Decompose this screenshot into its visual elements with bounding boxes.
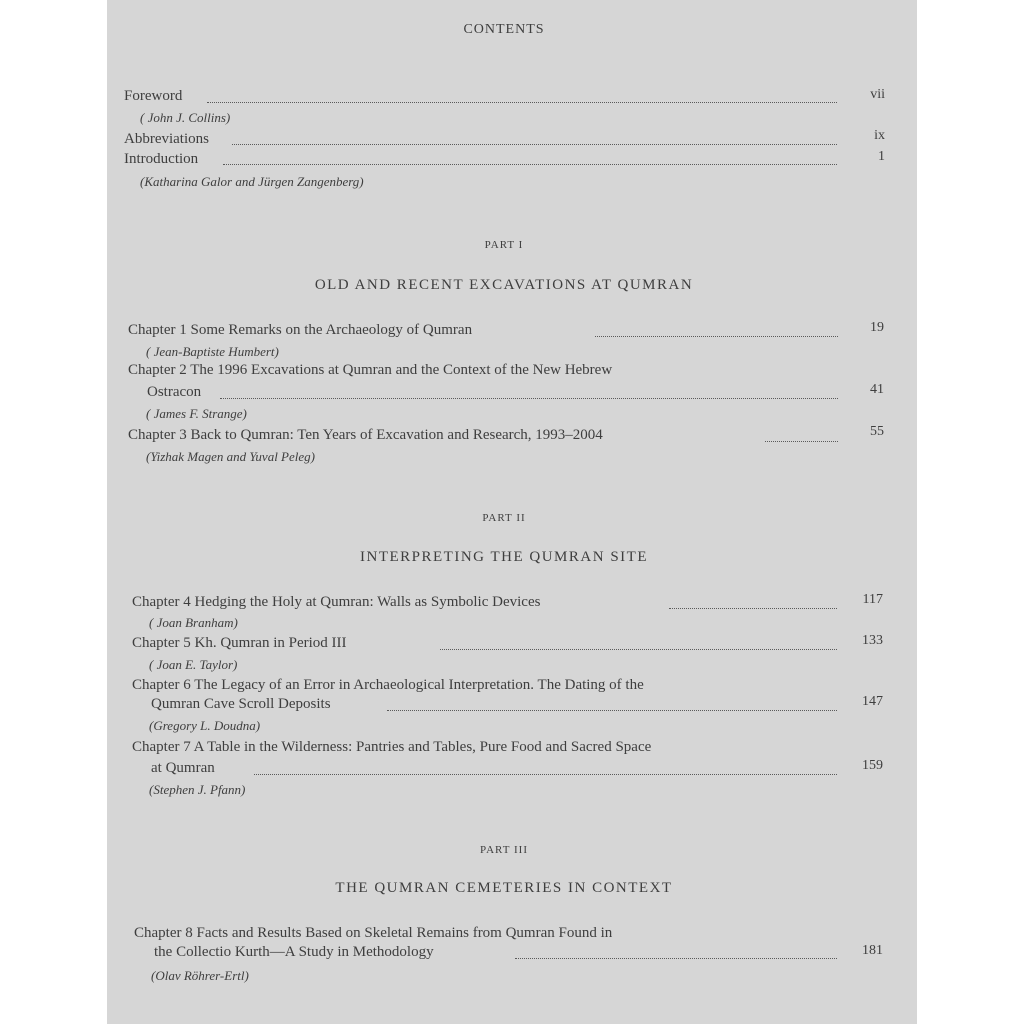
toc-author: (Katharina Galor and Jürgen Zangenberg)	[140, 174, 364, 189]
toc-page-number: 41	[870, 382, 884, 397]
chapter-title: Chapter 3 Back to Qumran: Ten Years of Excavation and Research, 1993–2004	[128, 427, 603, 443]
toc-page-number: 181	[862, 943, 883, 958]
toc-page-number: ix	[874, 128, 885, 143]
chapter-title: Chapter 8 Facts and Results Based on Skeletal Remains from Qumran Found in	[134, 925, 613, 941]
toc-page-number: 19	[870, 320, 884, 335]
toc-page-number: 133	[862, 633, 883, 648]
toc-entry-title: Foreword	[124, 88, 183, 104]
leader-dots	[515, 958, 837, 959]
toc-author: ( Joan E. Taylor)	[149, 657, 238, 672]
leader-dots	[595, 336, 838, 337]
chapter-title-cont: Ostracon	[147, 384, 202, 400]
chapter-title-cont: the Collectio Kurth—A Study in Methodology	[154, 944, 434, 960]
chapter-title: Chapter 6 The Legacy of an Error in Archaeological Interpretation. The Dating of the	[132, 677, 644, 693]
chapter-title: Chapter 5 Kh. Qumran in Period III	[132, 635, 347, 651]
toc-entry-title: Abbreviations	[124, 131, 209, 147]
toc-author: ( John J. Collins)	[140, 110, 231, 125]
part-title: THE QUMRAN CEMETERIES IN CONTEXT	[335, 880, 673, 896]
book-page	[107, 0, 917, 1024]
part-label: PART I	[484, 239, 524, 251]
leader-dots	[220, 398, 838, 399]
chapter-title: Chapter 1 Some Remarks on the Archaeology of Qumran	[128, 322, 473, 338]
chapter-title: Chapter 7 A Table in the Wilderness: Pantries and Tables, Pure Food and Sacred Space	[132, 739, 652, 755]
toc-author: (Olav Röhrer-Ertl)	[151, 968, 249, 983]
toc-author: ( Joan Branham)	[149, 615, 238, 630]
toc-author: ( Jean-Baptiste Humbert)	[146, 344, 279, 359]
toc-page-number: 117	[862, 592, 883, 607]
leader-dots	[440, 649, 837, 650]
part-label: PART III	[480, 844, 528, 856]
chapter-title: Chapter 2 The 1996 Excavations at Qumran and the Context of the New Hebrew	[128, 362, 613, 378]
toc-page-number: 159	[862, 758, 883, 773]
part-title: INTERPRETING THE QUMRAN SITE	[360, 549, 648, 565]
leader-dots	[669, 608, 837, 609]
toc-author: (Yizhak Magen and Yuval Peleg)	[146, 449, 315, 464]
chapter-title: Chapter 4 Hedging the Holy at Qumran: Walls as Symbolic Devices	[132, 594, 541, 610]
chapter-title-cont: at Qumran	[151, 760, 215, 776]
leader-dots	[387, 710, 837, 711]
toc-page-number: vii	[870, 87, 885, 102]
contents-heading: CONTENTS	[463, 22, 545, 37]
leader-dots	[223, 164, 837, 165]
toc-author: (Gregory L. Doudna)	[149, 718, 261, 733]
leader-dots	[254, 774, 837, 775]
toc-page-number: 1	[878, 149, 885, 164]
toc-page-number: 147	[862, 694, 883, 709]
leader-dots	[232, 144, 837, 145]
chapter-title-cont: Qumran Cave Scroll Deposits	[151, 696, 331, 712]
toc-entry-title: Introduction	[124, 151, 199, 167]
part-title: OLD AND RECENT EXCAVATIONS AT QUMRAN	[314, 277, 694, 293]
toc-page-number: 55	[870, 424, 884, 439]
leader-dots	[207, 102, 837, 103]
toc-author: (Stephen J. Pfann)	[149, 782, 246, 797]
part-label: PART II	[482, 512, 526, 524]
toc-author: ( James F. Strange)	[146, 406, 247, 421]
leader-dots	[765, 441, 838, 442]
